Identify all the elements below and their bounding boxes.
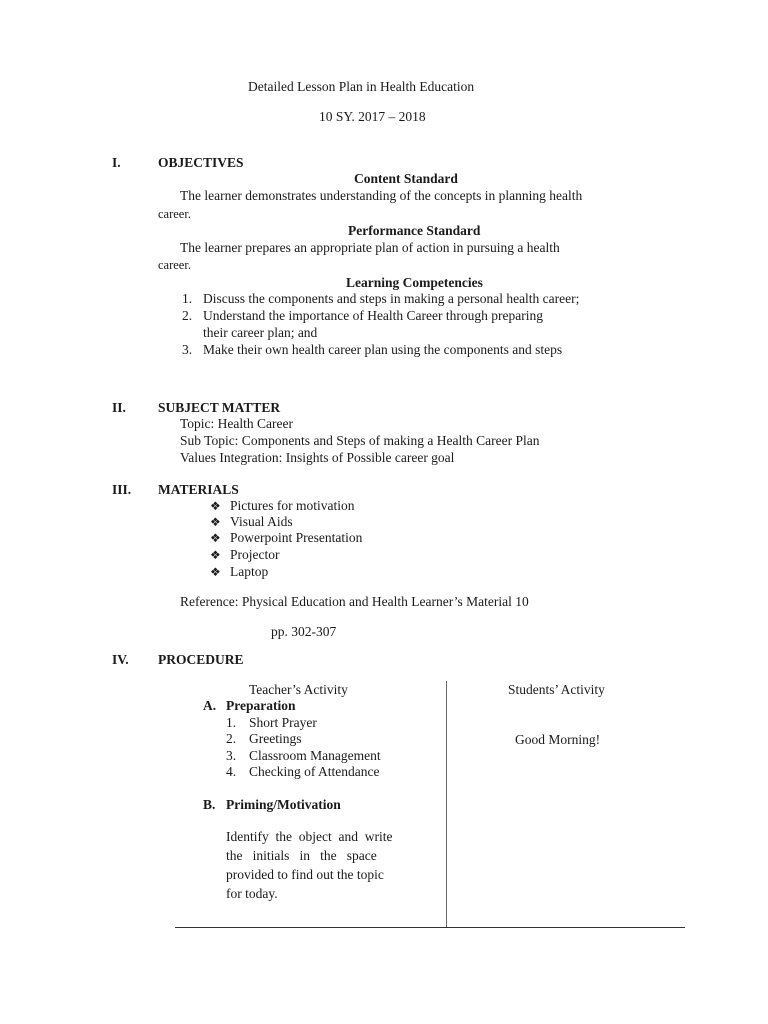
priming-text-line: Identify the object and write — [226, 829, 393, 844]
priming-text-line: the initials in the space — [226, 848, 377, 863]
priming-text-line: for today. — [226, 886, 278, 901]
subject-values: Values Integration: Insights of Possible career goal — [180, 450, 455, 465]
prep-item: Classroom Management — [249, 748, 381, 763]
competency-text: Make their own health career plan using the components and steps — [203, 342, 563, 357]
material-item: Laptop — [230, 564, 269, 579]
school-year: 10 SY. 2017 – 2018 — [319, 109, 426, 124]
prep-item-number: 3. — [226, 748, 237, 763]
section-numeral-materials: III. — [112, 482, 132, 497]
competency-text: Discuss the components and steps in making a personal health career; — [203, 291, 580, 306]
subject-topic: Topic: Health Career — [180, 416, 294, 431]
preparation-title: Preparation — [226, 698, 296, 713]
section-numeral-subject-matter: II. — [112, 400, 126, 415]
prep-item: Short Prayer — [249, 715, 317, 730]
content-standard-text: The learner demonstrates understanding of the concepts in planning health — [180, 188, 583, 203]
competency-number: 1. — [182, 291, 193, 306]
material-item: Visual Aids — [230, 514, 293, 529]
priming-text-line: provided to find out the topic — [226, 867, 384, 882]
preparation-letter: A. — [203, 698, 217, 713]
section-heading-objectives: OBJECTIVES — [158, 155, 244, 170]
prep-item-number: 2. — [226, 731, 237, 746]
prep-item: Greetings — [249, 731, 302, 746]
prep-item-number: 4. — [226, 764, 237, 779]
competency-number: 2. — [182, 308, 193, 323]
content-standard-text-cont: career. — [158, 207, 191, 221]
priming-title: Priming/Motivation — [226, 797, 341, 812]
reference-text: Reference: Physical Education and Health Learner’s Material 10 — [180, 594, 529, 609]
material-item: Projector — [230, 547, 280, 562]
material-item: Powerpoint Presentation — [230, 530, 363, 545]
document-title: Detailed Lesson Plan in Health Education — [248, 79, 475, 94]
performance-standard-text-cont: career. — [158, 258, 191, 272]
diamond-bullet-icon: ❖ — [210, 499, 221, 513]
student-reply: Good Morning! — [515, 732, 601, 747]
diamond-bullet-icon: ❖ — [210, 548, 221, 562]
competencies-title: Learning Competencies — [346, 275, 483, 290]
subject-sub-topic: Sub Topic: Components and Steps of making a Health Career Plan — [180, 433, 540, 448]
competency-number: 3. — [182, 342, 193, 357]
section-heading-procedure: PROCEDURE — [158, 652, 244, 667]
section-heading-materials: MATERIALS — [158, 482, 239, 497]
performance-standard-text: The learner prepares an appropriate plan of action in pursuing a health — [180, 240, 560, 255]
performance-standard-title: Performance Standard — [348, 223, 481, 238]
section-heading-subject-matter: SUBJECT MATTER — [158, 400, 281, 415]
diamond-bullet-icon: ❖ — [210, 565, 221, 579]
diamond-bullet-icon: ❖ — [210, 515, 221, 529]
competency-text-cont: their career plan; and — [203, 325, 318, 340]
priming-letter: B. — [203, 797, 216, 812]
competency-text: Understand the importance of Health Career through preparing — [203, 308, 543, 323]
diamond-bullet-icon: ❖ — [210, 531, 221, 545]
table-bottom-border — [175, 927, 685, 928]
teacher-activity-header: Teacher’s Activity — [249, 682, 348, 697]
section-numeral-objectives: I. — [112, 155, 121, 170]
prep-item-number: 1. — [226, 715, 237, 730]
prep-item: Checking of Attendance — [249, 764, 380, 779]
column-divider — [446, 681, 447, 927]
material-item: Pictures for motivation — [230, 498, 355, 513]
students-activity-header: Students’ Activity — [508, 682, 605, 697]
content-standard-title: Content Standard — [354, 171, 458, 186]
reference-pages: pp. 302-307 — [271, 624, 337, 639]
section-numeral-procedure: IV. — [112, 652, 129, 667]
